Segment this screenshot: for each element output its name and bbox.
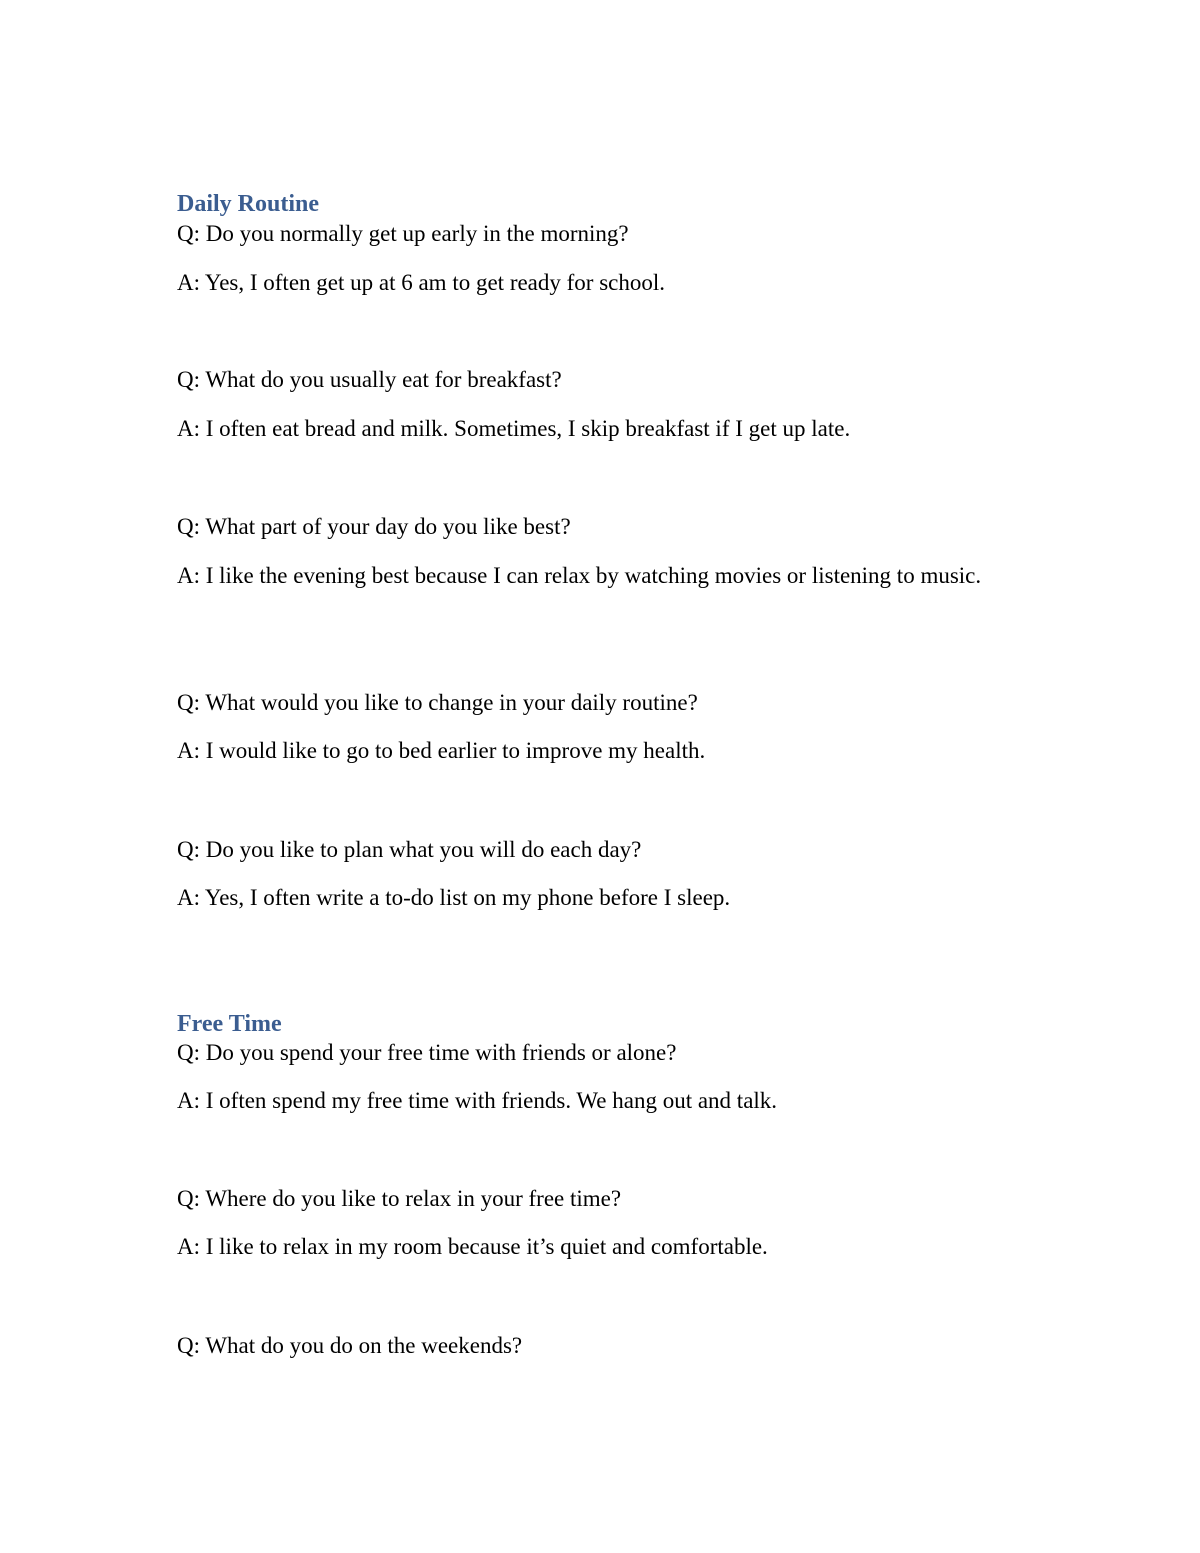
answer-2: A: I often eat bread and milk. Sometimes, I skip breakfast if I get up late. — [177, 416, 851, 441]
answer-7: A: I like to relax in my room because it’s quiet and comfortable. — [177, 1234, 768, 1259]
question-2: Q: What do you usually eat for breakfast? — [177, 367, 562, 392]
question-8: Q: What do you do on the weekends? — [177, 1333, 523, 1358]
question-4: Q: What would you like to change in your daily routine? — [177, 690, 698, 715]
question-5: Q: Do you like to plan what you will do each day? — [177, 837, 642, 862]
question-3: Q: What part of your day do you like best? — [177, 514, 571, 539]
section-heading-free-time: Free Time — [177, 1011, 282, 1037]
answer-3: A: I like the evening best because I can relax by watching movies or listening to music. — [177, 563, 982, 588]
answer-6: A: I often spend my free time with friends. We hang out and talk. — [177, 1088, 778, 1113]
section-heading-daily-routine: Daily Routine — [177, 191, 320, 217]
question-1: Q: Do you normally get up early in the morning? — [177, 221, 629, 246]
answer-4: A: I would like to go to bed earlier to improve my health. — [177, 738, 706, 763]
answer-5: A: Yes, I often write a to-do list on my phone before I sleep. — [177, 885, 731, 910]
question-7: Q: Where do you like to relax in your free time? — [177, 1186, 622, 1211]
answer-1: A: Yes, I often get up at 6 am to get ready for school. — [177, 270, 666, 295]
question-6: Q: Do you spend your free time with friends or alone? — [177, 1040, 677, 1065]
